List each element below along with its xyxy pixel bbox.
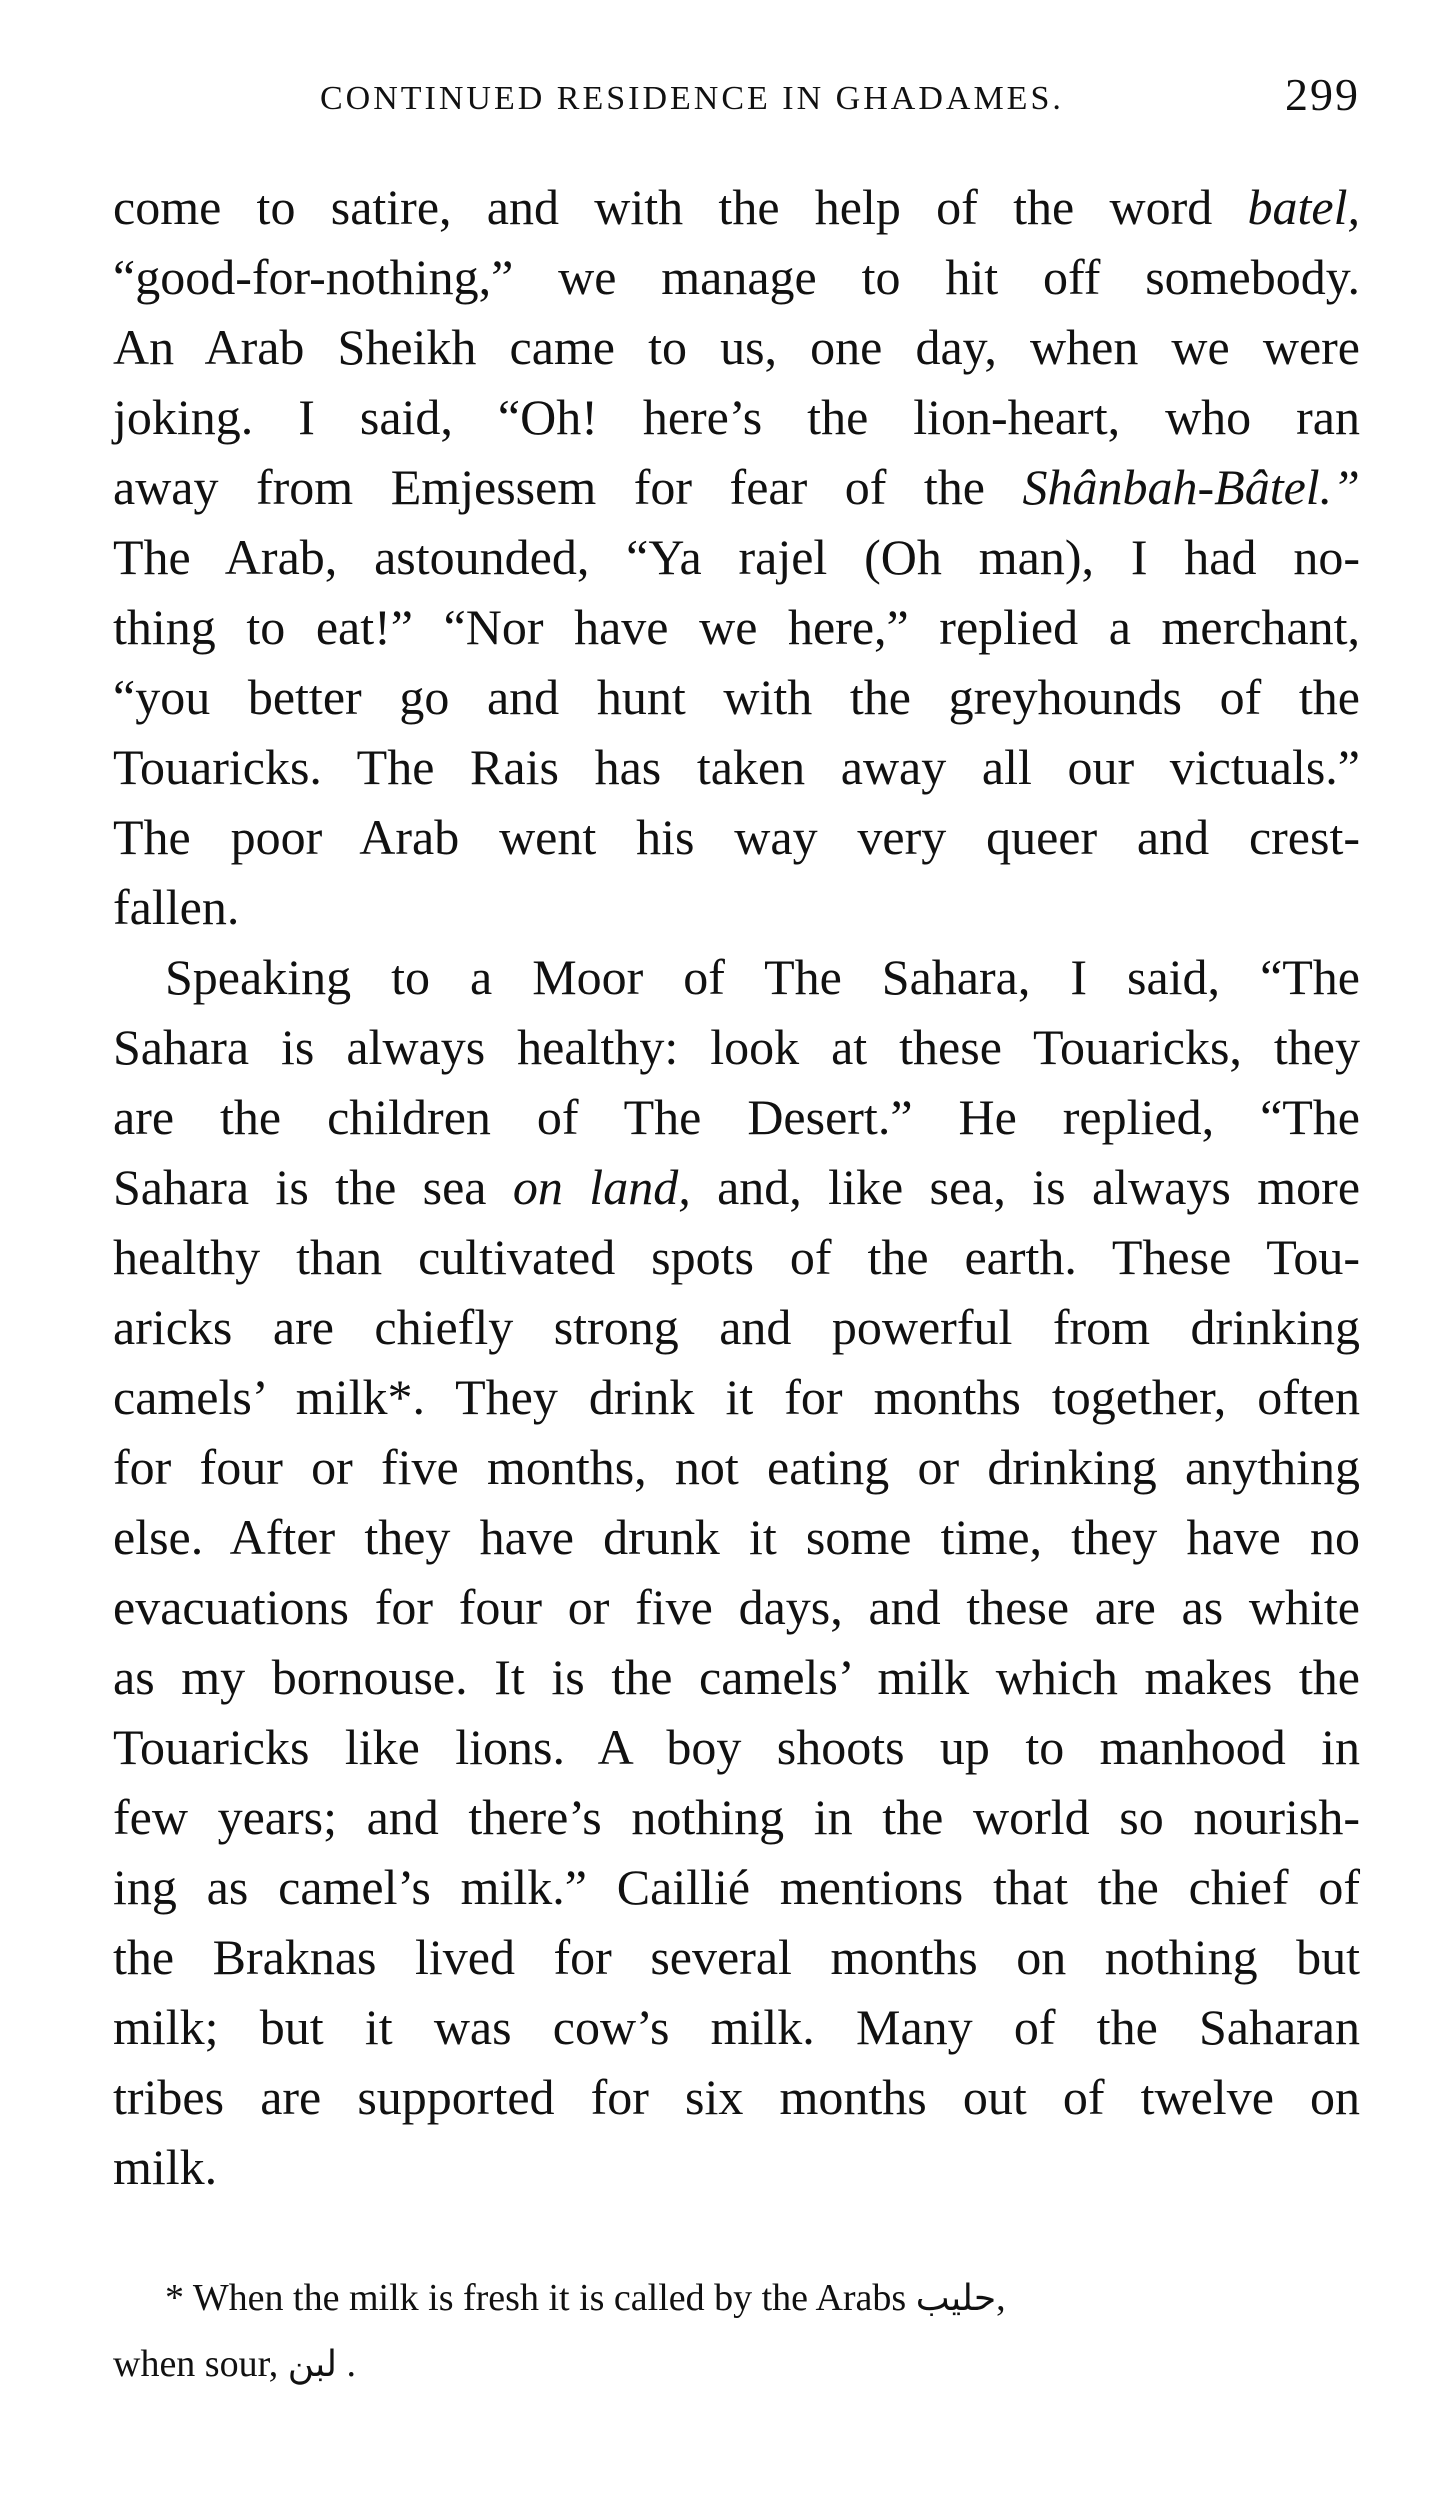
footnote: [113, 2265, 1360, 2397]
italic-word: batel,: [1247, 179, 1360, 235]
paragraph: [113, 172, 1360, 942]
text-line: ing as camel’s milk.” Caillié mentions that the chief of: [113, 1859, 1360, 1915]
italic-word: on land,: [512, 1159, 691, 1215]
text-line: milk.: [113, 2139, 218, 2195]
text-line: camels’ milk*. They drink it for months together, often: [113, 1369, 1360, 1425]
text-line: away from Emjessem for fear of the Shânbah-Bâtel.”: [113, 459, 1360, 515]
text-line: Touaricks. The Rais has taken away all our victuals.”: [113, 739, 1360, 795]
italic-word: Shânbah-Bâtel.”: [1022, 459, 1360, 515]
text-line: are the children of The Desert.” He replied, “The: [113, 1089, 1360, 1145]
running-head: [115, 68, 1360, 128]
text-line: few years; and there’s nothing in the world so nourish-: [113, 1789, 1360, 1845]
arabic-word-sour-milk: لبن: [287, 2344, 337, 2385]
body-text: [113, 172, 1360, 2202]
text-line: as my bornouse. It is the camels’ milk which makes the: [113, 1649, 1360, 1705]
text-line: “good-for-nothing,” we manage to hit off somebody.: [113, 249, 1360, 305]
text-line: the Braknas lived for several months on nothing but: [113, 1929, 1360, 1985]
footnote-text: when sour,: [113, 2343, 279, 2385]
text-line: for four or five months, not eating or drinking anything: [113, 1439, 1360, 1495]
footnote-punct: ,: [996, 2277, 1006, 2319]
text-line: An Arab Sheikh came to us, one day, when we were: [113, 319, 1360, 375]
text-line: Sahara is always healthy: look at these Touaricks, they: [113, 1019, 1360, 1075]
text-line: tribes are supported for six months out of twelve on: [113, 2069, 1360, 2125]
text-line: The poor Arab went his way very queer and crest-: [113, 809, 1360, 865]
text-line: Touaricks like lions. A boy shoots up to manhood in: [113, 1719, 1360, 1775]
running-title: CONTINUED RESIDENCE IN GHADAMES.: [320, 80, 1064, 117]
text-line: come to satire, and with the help of the word batel,: [113, 179, 1360, 235]
text-line: healthy than cultivated spots of the earth. These Tou-: [113, 1229, 1360, 1285]
text-line: else. After they have drunk it some time, they have no: [113, 1509, 1360, 1565]
footnote-text: * When the milk is fresh it is called by the Arabs: [165, 2277, 907, 2319]
page-number: 299: [1285, 69, 1360, 120]
text-line: Sahara is the sea on land, and, like sea, is always more: [113, 1159, 1361, 1215]
text-line: milk; but it was cow’s milk. Many of the Saharan: [113, 1999, 1360, 2055]
text-line: aricks are chiefly strong and powerful from drinking: [113, 1299, 1360, 1355]
paragraph: [113, 942, 1360, 2202]
text-line: joking. I said, “Oh! here’s the lion-heart, who ran: [113, 389, 1360, 445]
text-line: “you better go and hunt with the greyhounds of the: [113, 669, 1360, 725]
text-line: fallen.: [113, 879, 240, 935]
footnote-line: [113, 2331, 1360, 2397]
footnote-line: [113, 2265, 1360, 2331]
text-line: evacuations for four or five days, and these are as white: [113, 1579, 1360, 1635]
text-line: Speaking to a Moor of The Sahara, I said, “The: [165, 949, 1360, 1005]
footnote-punct: .: [346, 2343, 356, 2385]
text-line: The Arab, astounded, “Ya rajel (Oh man), I had no-: [113, 529, 1360, 585]
text-line: thing to eat!” “Nor have we here,” replied a merchant,: [113, 599, 1360, 655]
arabic-word-fresh-milk: حليب: [915, 2278, 997, 2319]
